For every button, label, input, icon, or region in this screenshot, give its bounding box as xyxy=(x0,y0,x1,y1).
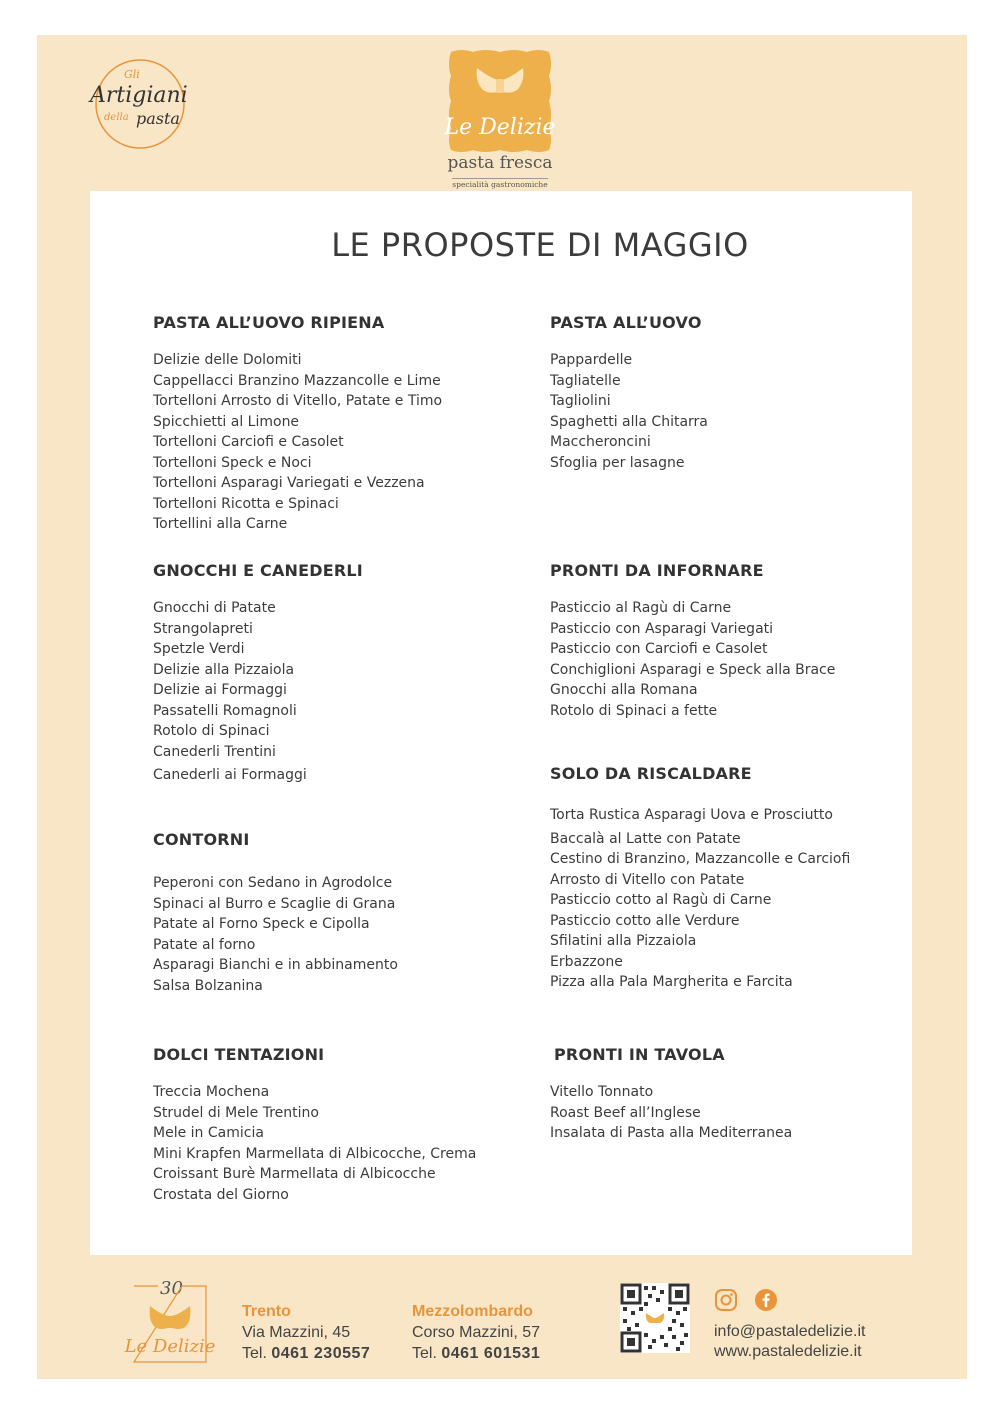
list-item: Tortelloni Asparagi Variegati e Vezzena xyxy=(153,475,425,491)
list-item: Vitello Tonnato xyxy=(550,1084,654,1100)
list-item: Maccheroncini xyxy=(550,434,651,450)
item-list xyxy=(153,1082,476,1205)
logo-30-number: 30 xyxy=(160,1278,183,1299)
list-item: Torta Rustica Asparagi Uova e Prosciutto xyxy=(550,807,833,823)
list-item: Spaghetti alla Chitarra xyxy=(550,413,708,430)
list-item: Tortellini alla Carne xyxy=(153,516,288,532)
list-item: Roast Beef all’Inglese xyxy=(550,1104,701,1121)
section-pronti-tavola xyxy=(550,1045,793,1144)
list-item: Conchiglioni Asparagi e Speck alla Brace xyxy=(550,661,836,678)
page-title: LE PROPOSTE DI MAGGIO xyxy=(331,226,749,264)
section-heading: PASTA ALL’UOVO xyxy=(550,313,702,332)
section-dolci-tentazioni xyxy=(153,1045,476,1205)
list-item: Delizie alla Pizzaiola xyxy=(153,661,295,678)
list-item: Treccia Mochena xyxy=(153,1084,270,1100)
social-links xyxy=(714,1288,778,1312)
contacts xyxy=(714,1322,865,1362)
list-item: Mini Krapfen Marmellata di Albicocche, Crema xyxy=(153,1145,477,1162)
section-pronti-infornare xyxy=(550,561,835,721)
tel-number[interactable]: 0461 230557 xyxy=(271,1345,371,1362)
list-item: Peperoni con Sedano in Agrodolce xyxy=(153,875,393,891)
qr-code[interactable] xyxy=(620,1283,690,1353)
section-solo-riscaldare xyxy=(550,764,850,993)
logo-delizie-text: Le Delizie xyxy=(444,115,556,140)
list-item: Passatelli Romagnoli xyxy=(153,702,297,719)
item-list xyxy=(153,350,442,535)
logo-word-pasta: pasta xyxy=(136,109,180,128)
list-item: Pasticcio con Asparagi Variegati xyxy=(550,620,774,637)
list-item: Pasticcio cotto al Ragù di Carne xyxy=(550,892,772,908)
logo-word-della: della xyxy=(104,112,129,123)
store-trento xyxy=(242,1301,370,1364)
list-item: Tortelloni Ricotta e Spinaci xyxy=(153,495,339,512)
brand-specialita: specialità gastronomiche xyxy=(452,180,548,189)
list-item: Asparagi Bianchi e in abbinamento xyxy=(153,957,398,973)
list-item: Pappardelle xyxy=(550,352,633,368)
section-heading: PRONTI IN TAVOLA xyxy=(554,1045,725,1064)
section-heading: CONTORNI xyxy=(153,830,250,849)
artigiani-logo xyxy=(84,52,196,152)
list-item: Cappellacci Branzino Mazzancolle e Lime xyxy=(153,372,441,389)
item-list xyxy=(153,873,398,996)
list-item: Tagliatelle xyxy=(550,372,621,389)
list-item: Delizie delle Dolomiti xyxy=(153,352,302,368)
list-item: Strudel di Mele Trentino xyxy=(153,1104,319,1121)
list-item: Tortelloni Carciofi e Casolet xyxy=(153,434,344,450)
section-gnocchi-canederli xyxy=(153,561,363,786)
list-item: Canederli Trentini xyxy=(153,743,276,760)
store-address: Via Mazzini, 45 xyxy=(242,1324,351,1341)
item-list xyxy=(550,805,850,993)
item-list xyxy=(550,1082,792,1144)
list-item: Gnocchi alla Romana xyxy=(550,682,698,698)
section-contorni xyxy=(153,830,398,996)
tel-number[interactable]: 0461 601531 xyxy=(441,1345,541,1362)
footer-30-delizie-logo xyxy=(124,1276,216,1366)
section-heading: GNOCCHI E CANEDERLI xyxy=(153,561,363,580)
list-item: Croissant Burè Marmellata di Albicocche xyxy=(153,1166,436,1182)
list-item: Canederli ai Formaggi xyxy=(153,767,307,783)
section-heading: PASTA ALL’UOVO RIPIENA xyxy=(153,313,385,332)
list-item: Delizie ai Formaggi xyxy=(153,682,287,698)
section-heading: DOLCI TENTAZIONI xyxy=(153,1045,325,1064)
item-list xyxy=(550,598,835,721)
list-item: Tortelloni Speck e Noci xyxy=(153,454,312,471)
list-item: Spinaci al Burro e Scaglie di Grana xyxy=(153,895,396,912)
list-item: Salsa Bolzanina xyxy=(153,977,263,994)
section-pasta-uovo xyxy=(550,313,708,473)
list-item: Mele in Camicia xyxy=(153,1125,264,1141)
list-item: Spicchietti al Limone xyxy=(153,413,300,430)
list-item: Spetzle Verdi xyxy=(153,641,245,657)
list-item: Tortelloni Arrosto di Vitello, Patate e Timo xyxy=(153,393,443,409)
list-item: Pasticcio cotto alle Verdure xyxy=(550,912,740,929)
list-item: Baccalà al Latte con Patate xyxy=(550,830,741,847)
list-item: Rotolo di Spinaci xyxy=(153,723,270,739)
list-item: Gnocchi di Patate xyxy=(153,600,276,616)
list-item: Erbazzone xyxy=(550,953,623,970)
list-item: Pasticcio al Ragù di Carne xyxy=(550,600,732,616)
tel-label: Tel. xyxy=(412,1345,437,1362)
list-item: Tagliolini xyxy=(550,393,611,409)
store-mezzolombardo xyxy=(412,1301,540,1364)
list-item: Cestino di Branzino, Mazzancolle e Carciofi xyxy=(550,851,851,867)
facebook-icon[interactable] xyxy=(754,1288,778,1312)
section-heading: PRONTI DA INFORNARE xyxy=(550,561,764,580)
list-item: Strangolapreti xyxy=(153,620,253,637)
store-city: Trento xyxy=(242,1303,291,1320)
list-item: Sfoglia per lasagne xyxy=(550,454,685,471)
list-item: Insalata di Pasta alla Mediterranea xyxy=(550,1125,793,1141)
store-phone xyxy=(412,1343,540,1364)
le-delizie-logo xyxy=(444,48,556,154)
store-phone xyxy=(242,1343,370,1364)
list-item: Pasticcio con Carciofi e Casolet xyxy=(550,641,768,657)
section-pasta-ripiena xyxy=(153,313,442,535)
item-list xyxy=(550,350,708,473)
store-address: Corso Mazzini, 57 xyxy=(412,1324,541,1341)
brand-pasta-fresca: pasta fresca xyxy=(447,153,553,173)
brand-tagline xyxy=(440,154,560,191)
list-item: Rotolo di Spinaci a fette xyxy=(550,702,718,719)
logo-word-artigiani: Artigiani xyxy=(90,83,188,108)
instagram-icon[interactable] xyxy=(714,1288,738,1312)
list-item: Patate al forno xyxy=(153,936,256,953)
list-item: Sfilatini alla Pizzaiola xyxy=(550,933,697,949)
list-item: Pizza alla Pala Margherita e Farcita xyxy=(550,974,793,990)
logo-word-gli: Gli xyxy=(124,68,140,81)
list-item: Crostata del Giorno xyxy=(153,1186,289,1203)
email-link[interactable]: info@pastaledelizie.it xyxy=(714,1323,866,1340)
footer-logo-text: Le Delizie xyxy=(124,1336,216,1357)
list-item: Patate al Forno Speck e Cipolla xyxy=(153,916,370,932)
store-city: Mezzolombardo xyxy=(412,1303,533,1320)
list-item: Arrosto di Vitello con Patate xyxy=(550,871,745,888)
item-list xyxy=(153,598,363,786)
website-link[interactable]: www.pastaledelizie.it xyxy=(714,1343,862,1360)
section-heading: SOLO DA RISCALDARE xyxy=(550,764,752,783)
tel-label: Tel. xyxy=(242,1345,267,1362)
